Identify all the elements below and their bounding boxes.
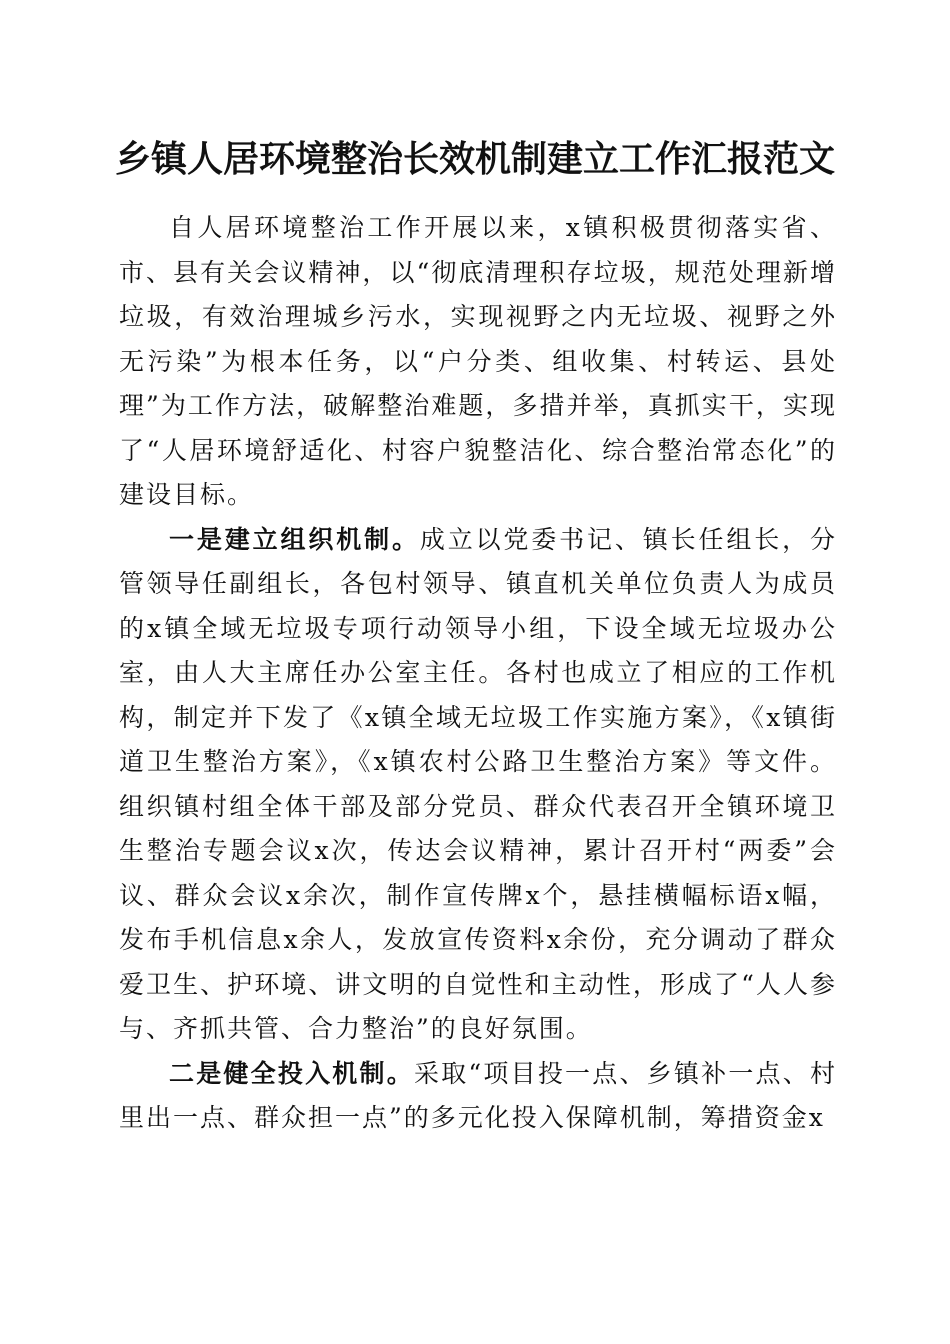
paragraph-text: 自人居环境整治工作开展以来，x镇积极贯彻落实省、市、县有关会议精神，以“彻底清理积存垃圾，规范处理新增垃圾，有效治理城乡污水，实现视野之内无垃圾、视野之外无污染”为根本任务，以“户分类、组收集、村转运、县处理”为工作方法，破解整治难题，多措并举，真抓实干，实现了“人居环境舒适化、村容户貌整洁化、综合整治常态化”的建设目标。 xyxy=(119,213,837,509)
paragraph-intro xyxy=(119,206,837,518)
paragraph-text: 成立以党委书记、镇长任组长，分管领导任副组长，各包村领导、镇直机关单位负责人为成员的x镇全域无垃圾专项行动领导小组，下设全域无垃圾办公室，由人大主席任办公室主任。各村也成立了相应的工作机构，制定并下发了《x镇全域无垃圾工作实施方案》，《x镇街道卫生整治方案》，《x镇农村公路卫生整治方案》等文件。组织镇村组全体干部及部分党员、群众代表召开全镇环境卫生整治专题会议x次，传达会议精神，累计召开村“两委”会议、群众会议x余次，制作宣传牌x个，悬挂横幅标语x幅，发布手机信息x余人，发放宣传资料x余份，充分调动了群众爱卫生、护环境、讲文明的自觉性和主动性，形成了“人人参与、齐抓共管、合力整治”的良好氛围。 xyxy=(119,524,837,1043)
document-title: 乡镇人居环境整治长效机制建立工作汇报范文 xyxy=(114,139,835,180)
paragraph-organization xyxy=(119,518,837,1052)
paragraph-lead: 二是健全投入机制。 xyxy=(169,1058,414,1088)
paragraph-text: 采取“项目投一点、乡镇补一点、村里出一点、群众担一点”的多元化投入保障机制，筹措资金x xyxy=(119,1058,837,1132)
document-body xyxy=(119,206,837,1141)
paragraph-investment xyxy=(119,1052,837,1141)
paragraph-lead: 一是建立组织机制。 xyxy=(169,524,420,554)
